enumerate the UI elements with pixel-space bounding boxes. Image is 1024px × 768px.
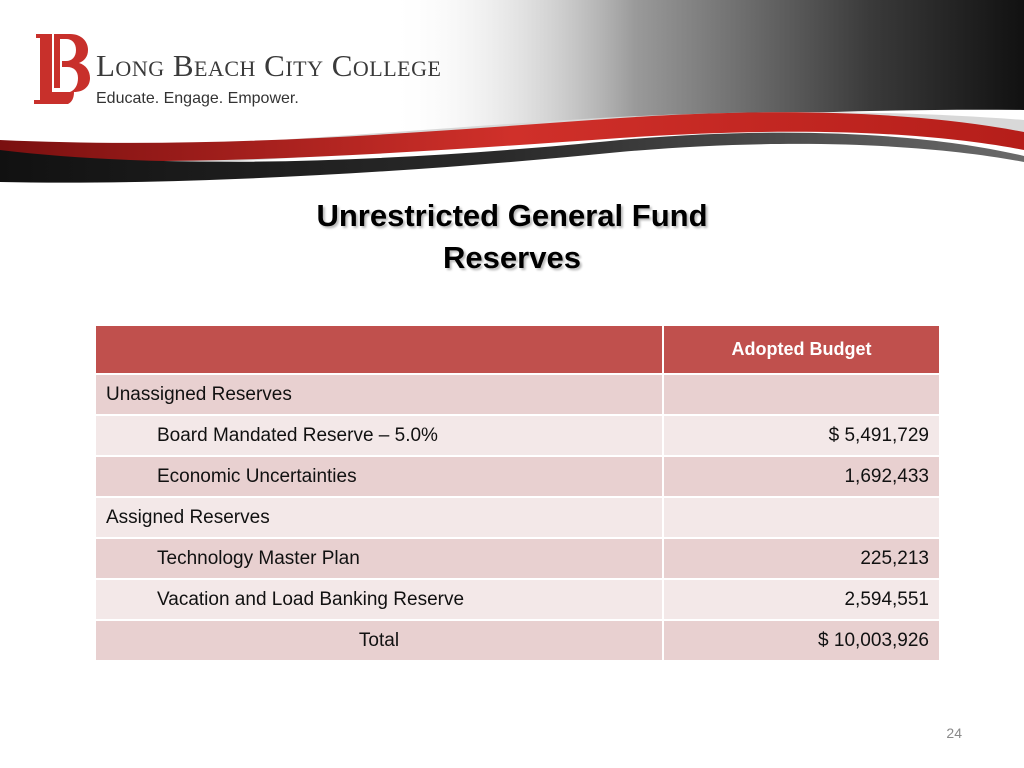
table-row-total	[95, 620, 940, 661]
college-tagline: Educate. Engage. Empower.	[96, 90, 299, 107]
table-header-cell-adopted-budget: Adopted Budget	[663, 325, 940, 374]
table-row	[95, 497, 940, 538]
row-value: 2,594,551	[663, 579, 940, 620]
row-label: Technology Master Plan	[95, 538, 663, 579]
slide-title-line-2: Reserves	[443, 240, 581, 275]
row-value	[663, 497, 940, 538]
table-row	[95, 456, 940, 497]
row-value: $ 5,491,729	[663, 415, 940, 456]
row-label: Board Mandated Reserve – 5.0%	[95, 415, 663, 456]
table-row	[95, 538, 940, 579]
slide-title-line-1: Unrestricted General Fund	[316, 198, 708, 233]
table-row	[95, 374, 940, 415]
college-logo	[30, 30, 500, 110]
row-label: Economic Uncertainties	[95, 456, 663, 497]
lb-monogram-icon	[30, 30, 92, 106]
table-row	[95, 579, 940, 620]
college-name: Long Beach City College	[96, 48, 442, 83]
table-row	[95, 415, 940, 456]
reserves-table	[94, 324, 941, 662]
row-value	[663, 374, 940, 415]
total-label: Total	[95, 620, 663, 661]
slide-title	[212, 195, 812, 279]
total-value: $ 10,003,926	[663, 620, 940, 661]
row-label: Assigned Reserves	[95, 497, 663, 538]
row-label: Vacation and Load Banking Reserve	[95, 579, 663, 620]
row-label: Unassigned Reserves	[95, 374, 663, 415]
row-value: 225,213	[663, 538, 940, 579]
table-header-cell-label	[95, 325, 663, 374]
page-number: 24	[946, 725, 962, 741]
table-header-row	[95, 325, 940, 374]
row-value: 1,692,433	[663, 456, 940, 497]
